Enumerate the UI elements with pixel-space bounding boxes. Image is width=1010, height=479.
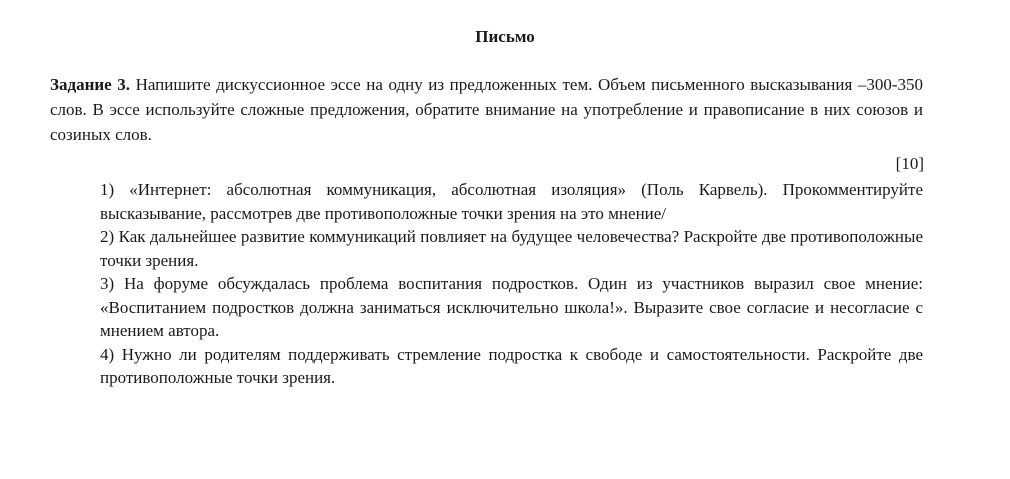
task-text: Напишите дискуссионное эссе на одну из предложенных тем. Объем письменного высказывания –300-350 слов. В эссе используйте сложные предложения, обратите внимание на употребление и правописание в них союзов и созиных слов. — [50, 75, 924, 144]
task-score: [10] — [895, 154, 924, 173]
topic-item-4: 4) Нужно ли родителям поддерживать стремление подростка к свободе и самостоятельности. Раскройте две противоположные точки зрения. — [100, 344, 923, 387]
task-label: Задание 3. — [50, 75, 131, 94]
topic-list — [100, 178, 923, 390]
task-statement — [50, 72, 923, 147]
page-title: Письмо — [475, 27, 535, 46]
topic-item-1: 1) «Интернет: абсолютная коммуникация, абсолютная изоляция» (Поль Карвель). Прокомментируйте высказывание, рассмотрев две противоположные точки зрения на это мнение/ — [100, 180, 923, 223]
topic-item-3: 3) На форуме обсуждалась проблема воспитания подростков. Один из участников выразил свое мнение: «Воспитанием подростков должна заниматься исключительно школа!». Выразите свое согласие и несогласие с мнением автора. — [100, 274, 923, 340]
topic-item-2: 2) Как дальнейшее развитие коммуникаций повлияет на будущее человечества? Раскройте две противоположные точки зрения. — [100, 227, 923, 270]
